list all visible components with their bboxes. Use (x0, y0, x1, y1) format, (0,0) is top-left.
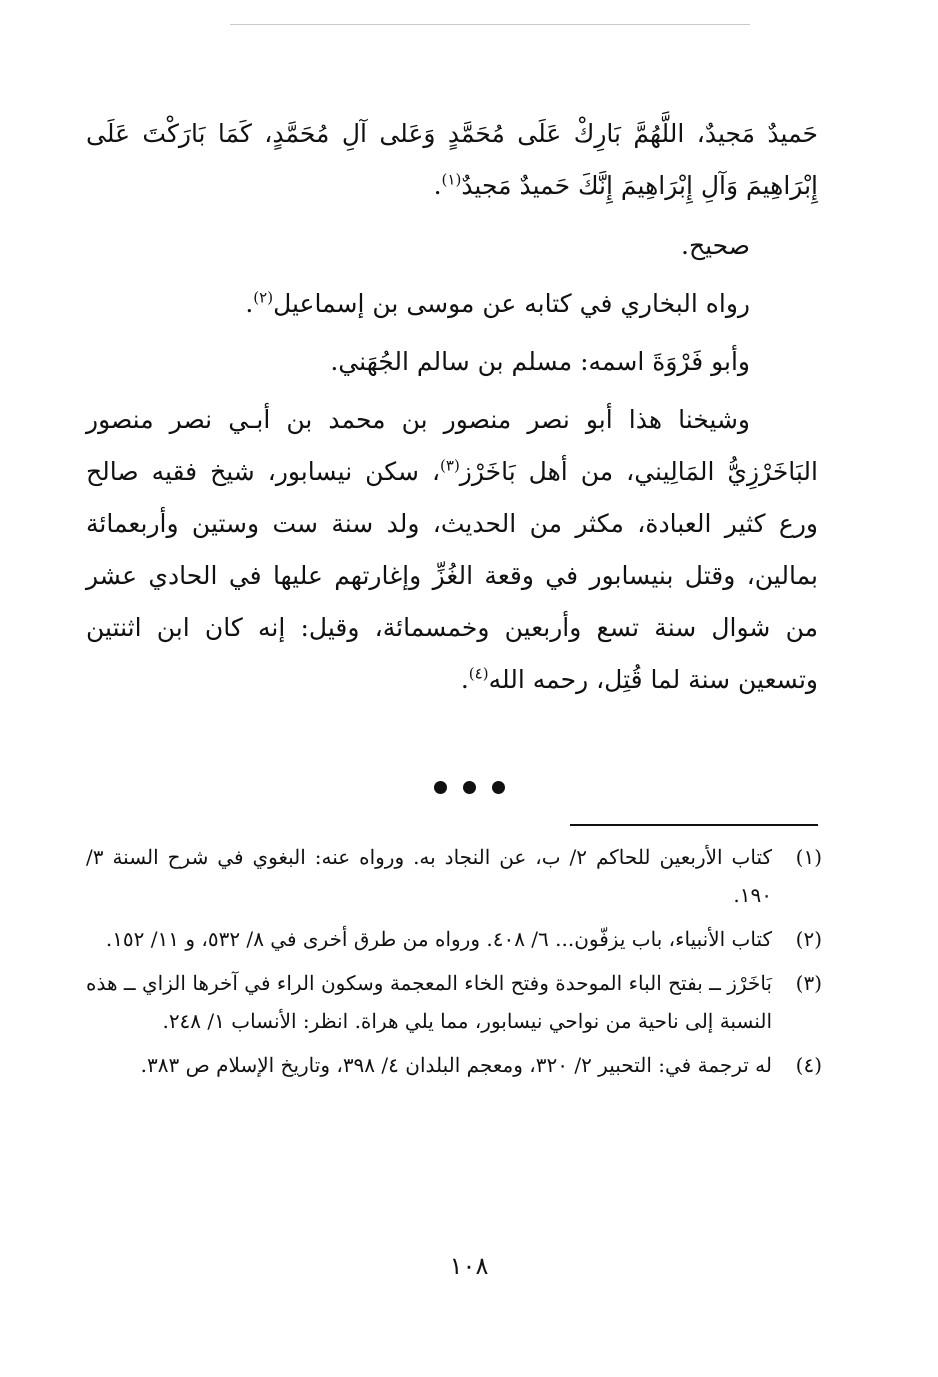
footnote-ref-3[interactable]: (٣) (440, 456, 460, 475)
footnote-number: (٢) (795, 927, 822, 951)
footnote-text: كتاب الأنبياء، باب يزفّون... ٦/ ٤٠٨. ورواه من طرق أخرى في ٨/ ٥٣٢، و ١١/ ١٥٢. (105, 927, 772, 951)
separator-dot (434, 781, 447, 794)
paragraph-grade: صحيح. (681, 231, 750, 260)
paragraph-prayer (86, 108, 818, 212)
top-border-line (230, 24, 750, 25)
footnote-number: (٤) (795, 1053, 822, 1077)
source-text: رواه البخاري في كتابه عن موسى بن إسماعيل (273, 289, 750, 318)
footnote-3 (86, 964, 822, 1040)
page-number: ١٠٨ (449, 1252, 489, 1280)
footnote-rule (570, 824, 818, 826)
footnote-text: بَاخَرْز ــ بفتح الباء الموحدة وفتح الخاء المعجمة وسكون الراء في آخرها الزاي ــ هذه النسبة إلى ناحية من نواحي نيسابور، مما يلي هراة. انظر: الأنساب ١/ ٢٤٨. (86, 971, 772, 1033)
separator-dot (463, 781, 476, 794)
section-separator (0, 775, 938, 800)
footnote-number: (٣) (795, 971, 822, 995)
paragraph-narrator-name: وأبو فَرْوَةَ اسمه: مسلم بن سالم الجُهَني. (330, 347, 750, 376)
prayer-text: حَميدٌ مَجيدٌ، اللَّهُمَّ بَارِكْ عَلَى مُحَمَّدٍ وَعَلى آلِ مُحَمَّدٍ، كَمَا بَارَكْتَ عَلَى إِبْرَاهِيمَ وَآلِ إِبْرَاهِيمَ إِنَّكَ حَميدٌ مَجيدٌ (86, 119, 818, 200)
main-text (86, 108, 818, 712)
footnote-ref-4[interactable]: (٤) (468, 664, 489, 683)
footnote-4 (86, 1046, 822, 1084)
biography-text-end: ، سكن نيسابور، شيخ فقيه صالح ورع كثير العبادة، مكثر من الحديث، ولد سنة ست وستين وأربعمائة بمالين، وقتل بنيسابور في وقعة الغُزِّ وإغارتهم عليها في الحادي عشر من شوال سنة تسع وأربعين وخمسمائة، وقيل: إنه كان ابن اثنتين وتسعين سنة لما قُتِل، رحمه الله (86, 457, 818, 694)
footnote-number: (١) (795, 845, 822, 869)
footnotes (86, 838, 822, 1090)
footnote-ref-2[interactable]: (٢) (253, 288, 274, 307)
footnote-text: كتاب الأربعين للحاكم ٢/ ب، عن النجاد به. ورواه عنه: البغوي في شرح السنة ٣/ ١٩٠. (86, 845, 772, 907)
footnote-ref-1[interactable]: (١) (441, 170, 462, 189)
footnote-1 (86, 838, 822, 914)
period: . (460, 665, 469, 694)
separator-dot (492, 781, 505, 794)
footnote-text: له ترجمة في: التحبير ٢/ ٣٢٠، ومعجم البلدان ٤/ ٣٩٨، وتاريخ الإسلام ص ٣٨٣. (140, 1053, 772, 1077)
footnote-2 (86, 920, 822, 958)
period: . (245, 289, 254, 318)
biography-text-start: وشيخنا هذا أبو نصر منصور بن محمد بن أبـي نصر منصور البَاخَرْزِيُّ المَالِيني، من أهل بَاخَرْز (86, 405, 818, 486)
paragraph-source (86, 278, 818, 330)
paragraph-biography (86, 394, 818, 706)
period: . (433, 171, 442, 200)
